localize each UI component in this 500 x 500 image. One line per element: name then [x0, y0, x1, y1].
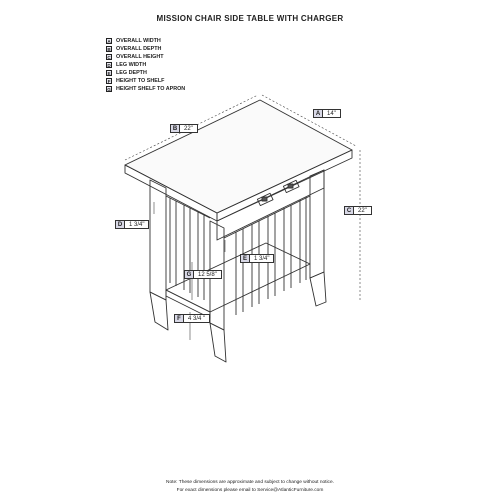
legend-label: HEIGHT TO SHELF — [116, 78, 165, 84]
dimension-label-f — [174, 314, 210, 323]
dimension-key: A — [314, 110, 323, 117]
dimension-label-c — [344, 206, 372, 215]
legend-label: HEIGHT SHELF TO APRON — [116, 86, 186, 92]
dimension-label-e — [240, 254, 274, 263]
contact-note: For exact dimensions please email to Service@AtlanticFurniture.com — [176, 488, 324, 493]
dimension-label-g — [184, 270, 222, 279]
legend-key: B — [107, 47, 111, 52]
legend-key: E — [107, 71, 111, 76]
dimension-value: 4 3/4 " — [188, 316, 206, 322]
tabletop — [125, 100, 352, 221]
dimension-key: D — [116, 221, 125, 228]
back-right-leg — [310, 170, 326, 306]
front-left-leg — [150, 180, 168, 330]
legend-key: A — [107, 39, 111, 44]
left-side-slats — [166, 196, 210, 300]
diagram-title: MISSION CHAIR SIDE TABLE WITH CHARGER — [156, 14, 344, 23]
legend-label: LEG DEPTH — [116, 70, 147, 76]
dimension-value: 1 3/4" — [129, 222, 145, 228]
dimension-key: F — [175, 315, 184, 322]
legend-key: C — [107, 55, 111, 60]
legend-label: LEG WIDTH — [116, 62, 147, 68]
legend-label: OVERALL DEPTH — [116, 46, 162, 52]
legend-key: G — [107, 87, 111, 92]
dimension-key: C — [345, 207, 354, 214]
dimension-value: 22" — [358, 208, 367, 214]
legend-key: F — [107, 79, 111, 84]
dimension-value: 12 5/8" — [198, 272, 217, 278]
dimension-key: E — [241, 255, 250, 262]
legend-label: OVERALL HEIGHT — [116, 54, 164, 60]
legend-key: D — [107, 63, 111, 68]
lower-shelf — [166, 243, 310, 318]
dimension-label-a — [313, 109, 341, 118]
dimension-value: 14" — [327, 111, 336, 117]
dimension-label-b — [170, 124, 198, 133]
dimension-key: B — [171, 125, 180, 132]
legend-label: OVERALL WIDTH — [116, 38, 161, 44]
front-right-leg — [210, 221, 226, 362]
dimension-value: 1 3/4" — [254, 256, 270, 262]
disclaimer-note: Note: These dimensions are approximate and subject to change without notice. — [166, 480, 334, 485]
dimension-key: G — [185, 271, 194, 278]
dimension-label-d — [115, 220, 149, 229]
dimension-value: 22" — [184, 126, 193, 132]
